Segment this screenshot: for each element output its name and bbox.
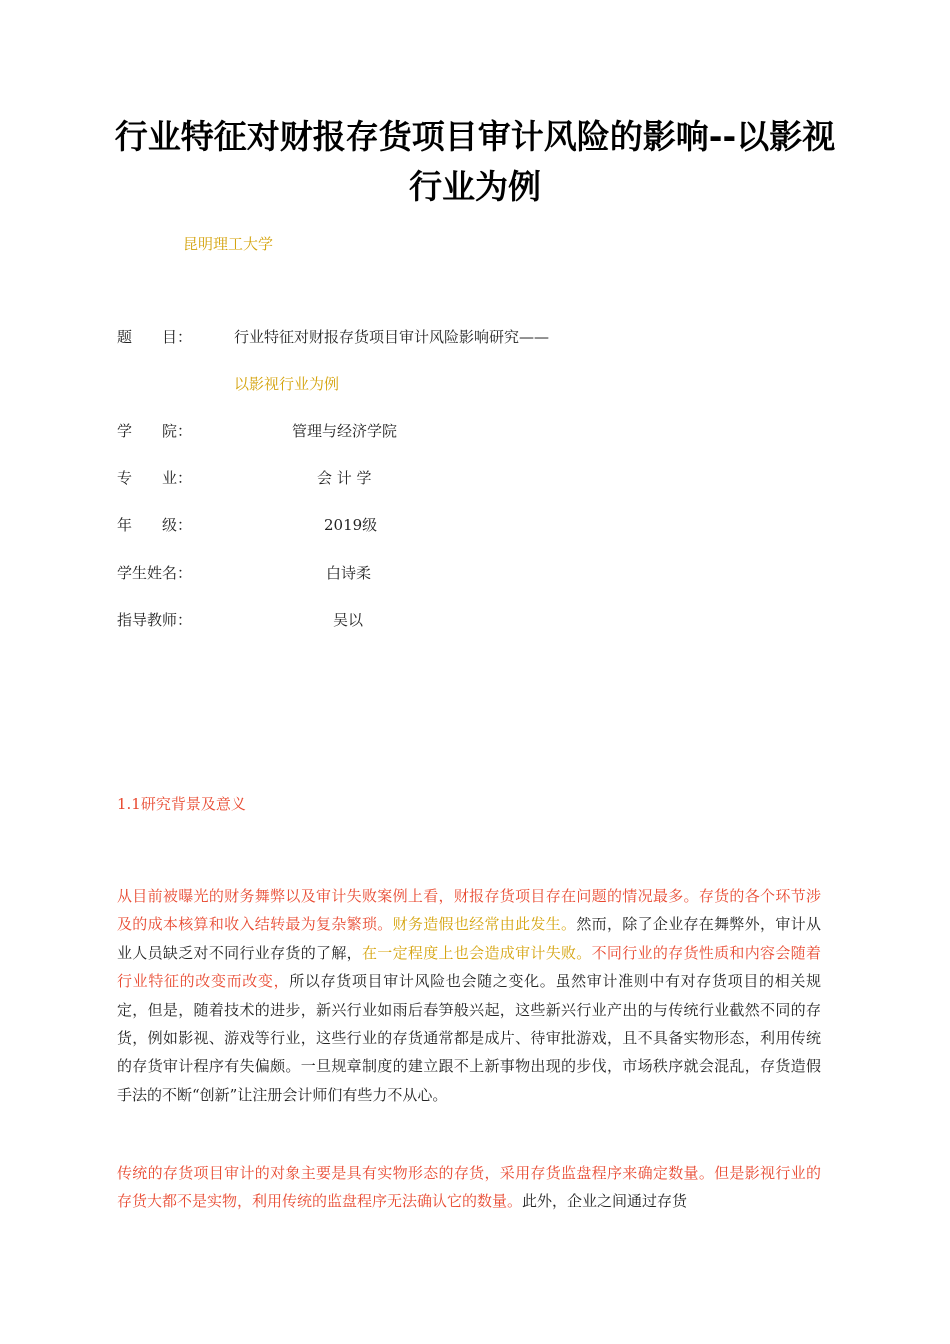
info-row-student bbox=[117, 561, 737, 585]
paragraph-1-sentence-1: 从目前被曝光的财务舞弊以及审计失败案例上看，财报存货项目存在问题的情况最多。存货的各个环节涉及的成本核算和收入结转最为复杂繁琐。 bbox=[117, 887, 821, 934]
info-row-topic-cont bbox=[117, 372, 737, 396]
topic-value-line1: 行业特征对财报存货项目审计风险影响研究—— bbox=[234, 328, 550, 346]
major-value: 会 计 学 bbox=[317, 469, 372, 487]
college-value: 管理与经济学院 bbox=[292, 422, 398, 440]
paragraph-2 bbox=[117, 1159, 821, 1216]
paragraph-2-sentence-1: 传统的存货项目审计的对象主要是具有实物形态的存货，采用存货监盘程序来确定数量。但是影视行业的存货大都不是实物，利用传统的监盘程序无法确认它的数量。 bbox=[117, 1164, 821, 1211]
topic-label: 题 目： bbox=[117, 328, 193, 346]
paragraph-1-sentence-5: 不同行业的存货性质和内容会随着行业特征的改变而改变， bbox=[117, 943, 821, 991]
paragraph-1-sentence-3: 然而，除了企业存在舞弊外，审计从业人员缺乏对不同行业存货的了解， bbox=[117, 915, 821, 962]
paragraph-1 bbox=[117, 882, 821, 1109]
document-title: 行业特征对财报存货项目审计风险的影响--以影视行业为例 bbox=[114, 117, 836, 206]
advisor-label: 指导教师： bbox=[117, 611, 193, 629]
advisor-value: 吴以 bbox=[333, 611, 364, 629]
info-row-advisor bbox=[117, 608, 737, 632]
college-label: 学 院： bbox=[117, 422, 193, 440]
university-name: 昆明理工大学 bbox=[183, 235, 274, 253]
paragraph-1-sentence-6: 所以存货项目审计风险也会随之变化。虽然审计准则中有对存货项目的相关规定，但是，随着技术的进步，新兴行业如雨后春笋般兴起，这些新兴行业产出的与传统行业截然不同的存货，例如影视、游戏等行业，这些行业的存货通常都是成片、待审批游戏，且不具备实物形态，利用传统的存货审计程序有失偏颇。一旦规章制度的建立跟不上新事物出现的步伐，市场秩序就会混乱，存货造假手法的不断“创新”让注册会计师们有些力不从心。 bbox=[117, 972, 821, 1104]
section-heading: 1.1研究背景及意义 bbox=[117, 795, 246, 813]
major-label: 专 业： bbox=[117, 469, 193, 487]
paragraph-1-sentence-4: 在一定程度上也会造成审计失败。 bbox=[361, 943, 592, 962]
info-row-topic bbox=[117, 325, 737, 349]
topic-value-line2: 以影视行业为例 bbox=[234, 375, 340, 393]
student-value: 白诗柔 bbox=[326, 564, 372, 582]
grade-label: 年 级： bbox=[117, 516, 193, 534]
info-row-major bbox=[117, 466, 737, 490]
paragraph-1-sentence-2: 财务造假也经常由此发生。 bbox=[392, 915, 577, 934]
student-label: 学生姓名： bbox=[117, 564, 193, 582]
paragraph-2-sentence-2: 此外，企业之间通过存货 bbox=[522, 1192, 688, 1211]
grade-value: 2019级 bbox=[324, 516, 378, 534]
info-row-college bbox=[117, 419, 737, 443]
info-row-grade bbox=[117, 513, 737, 537]
